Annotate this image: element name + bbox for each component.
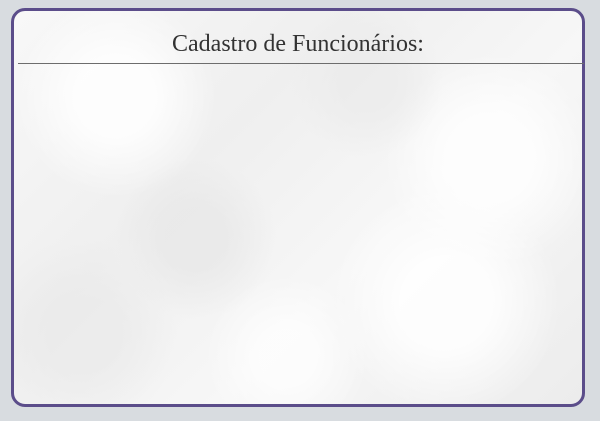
title-divider bbox=[18, 63, 584, 64]
page-title: Cadastro de Funcionários: bbox=[172, 31, 424, 57]
employee-registration-panel bbox=[11, 8, 585, 407]
